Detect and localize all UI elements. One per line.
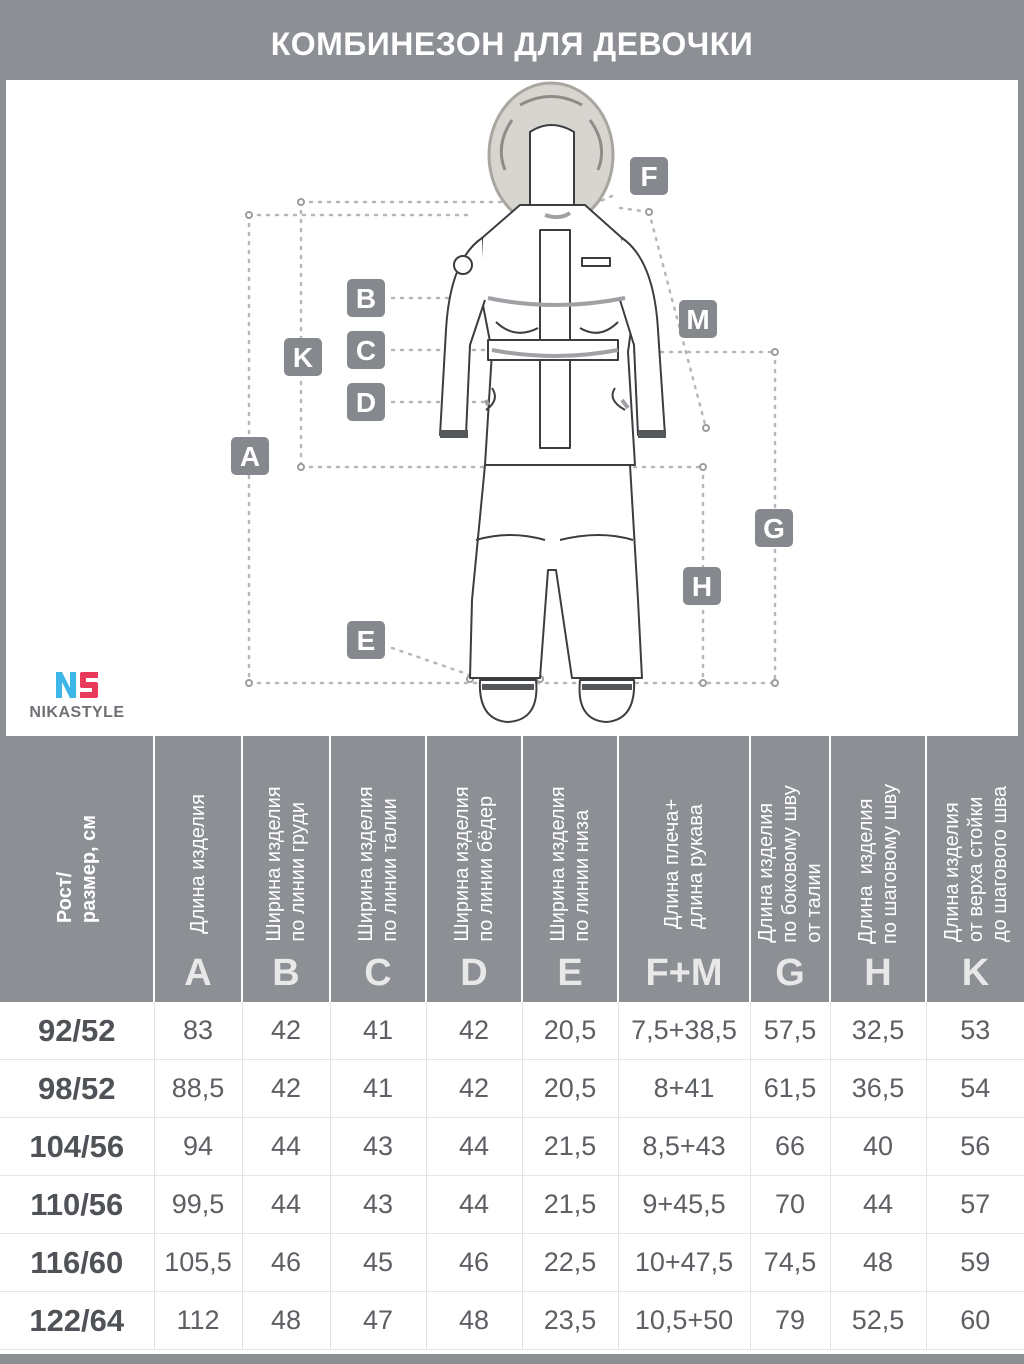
ns-logo-icon [54,670,100,700]
value-cell: 45 [330,1234,426,1292]
tag-c [347,331,385,369]
value-cell: 43 [330,1118,426,1176]
table-header-row [0,736,1024,1002]
value-cell: 60 [926,1292,1024,1350]
size-cell: 104/56 [0,1118,154,1176]
size-cell: 110/56 [0,1176,154,1234]
brand-name: NIKASTYLE [29,704,125,721]
header-letter: F+M [645,952,723,994]
header-col-a [154,736,242,1002]
size-cell: 98/52 [0,1060,154,1118]
tag-g [755,509,793,547]
bottom-frame [0,1354,1024,1364]
value-cell: 7,5+38,5 [618,1002,750,1060]
size-cell: 92/52 [0,1002,154,1060]
tag-a [231,437,269,475]
value-cell: 41 [330,1002,426,1060]
tag-e [347,621,385,659]
value-cell: 46 [426,1234,522,1292]
header-size [0,736,154,1002]
header-col-h [830,736,926,1002]
value-cell: 112 [154,1292,242,1350]
value-cell: 53 [926,1002,1024,1060]
table-row [0,1118,1024,1176]
header-name: Ширина изделия по линии низа [547,786,593,942]
svg-text:K: K [292,342,314,373]
header-col-c [330,736,426,1002]
header-col-e [522,736,618,1002]
tag-b [347,279,385,317]
svg-text:B: B [355,283,377,314]
table-row [0,1292,1024,1350]
value-cell: 41 [330,1060,426,1118]
size-table [0,736,1024,1350]
tag-m [679,300,717,338]
header-col-f-m [618,736,750,1002]
header-col-k [926,736,1024,1002]
header-letter: K [961,952,990,994]
value-cell: 57,5 [750,1002,830,1060]
value-cell: 79 [750,1292,830,1350]
size-cell: 116/60 [0,1234,154,1292]
table-row [0,1060,1024,1118]
header-name: Ширина изделия по линии груди [263,786,309,942]
value-cell: 56 [926,1118,1024,1176]
header-letter: G [775,952,805,994]
tag-h [683,567,721,605]
value-cell: 40 [830,1118,926,1176]
value-cell: 9+45,5 [618,1176,750,1234]
value-cell: 44 [242,1176,330,1234]
header-cell-box [427,736,521,1002]
table-row [0,1234,1024,1292]
header-col-b [242,736,330,1002]
garment-diagram [0,80,1024,736]
value-cell: 8,5+43 [618,1118,750,1176]
value-cell: 10+47,5 [618,1234,750,1292]
value-cell: 94 [154,1118,242,1176]
header-cell-box [523,736,617,1002]
value-cell: 70 [750,1176,830,1234]
value-cell: 43 [330,1176,426,1234]
header-cell-box [831,736,925,1002]
value-cell: 48 [426,1292,522,1350]
svg-text:E: E [356,625,376,656]
table-body [0,1002,1024,1350]
svg-text:M: M [686,304,710,335]
table-row [0,1002,1024,1060]
value-cell: 54 [926,1060,1024,1118]
value-cell: 74,5 [750,1234,830,1292]
header-cell-box [751,736,829,1002]
value-cell: 42 [426,1002,522,1060]
value-cell: 44 [830,1176,926,1234]
value-cell: 44 [426,1118,522,1176]
size-table-wrap [0,736,1024,1350]
header-letter: E [557,952,583,994]
value-cell: 48 [242,1292,330,1350]
page-title: КОМБИНЕЗОН ДЛЯ ДЕВОЧКИ [270,25,754,62]
value-cell: 42 [426,1060,522,1118]
value-cell: 22,5 [522,1234,618,1292]
value-cell: 20,5 [522,1002,618,1060]
header-name: Ширина изделия по линии бёдер [451,786,497,942]
tag-f [630,157,668,195]
header-cell-box [619,736,749,1002]
value-cell: 66 [750,1118,830,1176]
value-cell: 32,5 [830,1002,926,1060]
value-cell: 42 [242,1060,330,1118]
value-cell: 48 [830,1234,926,1292]
value-cell: 83 [154,1002,242,1060]
svg-text:H: H [691,571,713,602]
title-bar [0,8,1024,80]
value-cell: 52,5 [830,1292,926,1350]
value-cell: 21,5 [522,1118,618,1176]
header-col-d [426,736,522,1002]
svg-text:F: F [640,161,658,192]
value-cell: 105,5 [154,1234,242,1292]
header-col-g [750,736,830,1002]
value-cell: 57 [926,1176,1024,1234]
value-cell: 10,5+50 [618,1292,750,1350]
top-frame [0,0,1024,8]
header-name: Длина изделия от верха стойки до шагового шва [940,785,1011,943]
header-name: Длина плеча+ длина рукава [661,798,707,930]
header-letter: C [364,952,392,994]
svg-text:D: D [355,387,377,418]
value-cell: 23,5 [522,1292,618,1350]
header-name: Рост/ размер, см [53,814,100,924]
tag-k [284,338,322,376]
header-cell-box [243,736,329,1002]
header-name: Длина изделия по боковому шву от талии [755,785,825,943]
value-cell: 20,5 [522,1060,618,1118]
header-cell-box [331,736,425,1002]
value-cell: 42 [242,1002,330,1060]
header-letter: D [460,952,488,994]
header-letter: H [864,952,892,994]
header-name: Длина изделия по шаговому шву [855,784,901,944]
value-cell: 59 [926,1234,1024,1292]
header-cell-box [927,736,1024,1002]
value-cell: 88,5 [154,1060,242,1118]
header-name: Ширина изделия по линии талии [355,786,401,942]
header-letter: A [184,952,212,994]
brand-logo [22,668,132,728]
header-cell-box [155,736,241,1002]
value-cell: 44 [242,1118,330,1176]
value-cell: 36,5 [830,1060,926,1118]
value-cell: 47 [330,1292,426,1350]
header-letter: B [272,952,300,994]
tag-d [347,383,385,421]
svg-text:C: C [355,335,377,366]
value-cell: 46 [242,1234,330,1292]
svg-text:G: G [763,513,785,544]
header-name: Длина изделия [187,794,209,934]
value-cell: 44 [426,1176,522,1234]
value-cell: 61,5 [750,1060,830,1118]
value-cell: 8+41 [618,1060,750,1118]
table-row [0,1176,1024,1234]
size-cell: 122/64 [0,1292,154,1350]
value-cell: 99,5 [154,1176,242,1234]
value-cell: 21,5 [522,1176,618,1234]
header-cell-box [0,736,153,1002]
svg-text:A: A [239,441,261,472]
